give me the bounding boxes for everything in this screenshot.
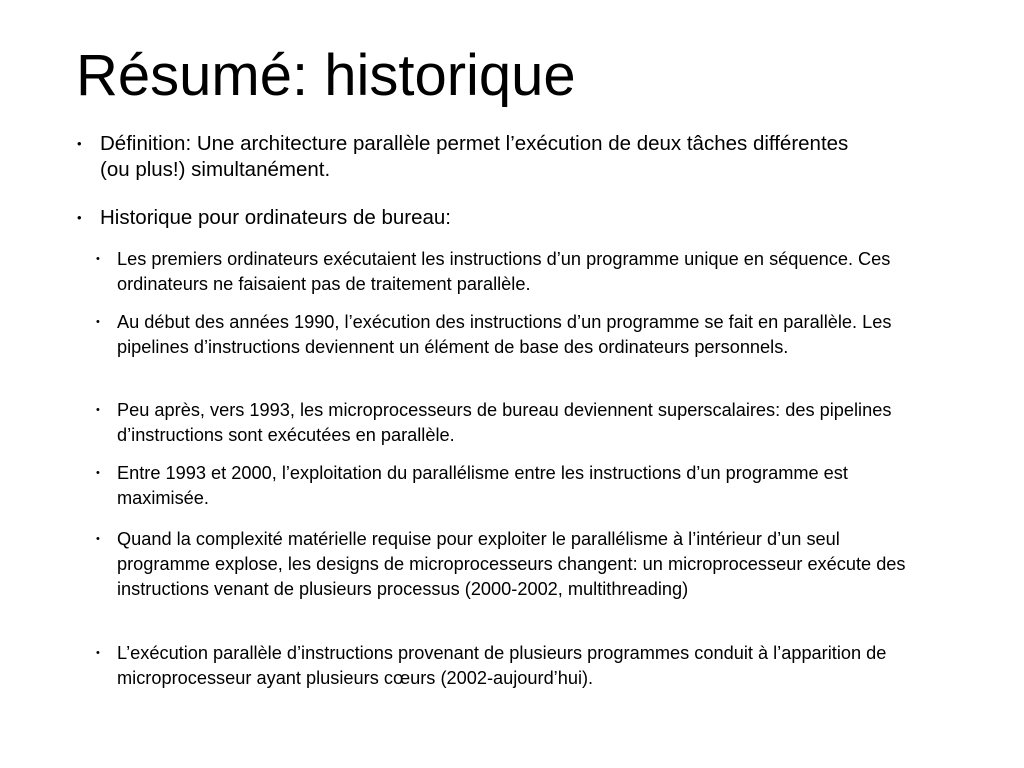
sub-bullet-text: Quand la complexité matérielle requise pour exploiter le parallélisme à l’intérieur d’un seul programme explose, les designs de microprocesseurs changent: un microprocesseur exécute des instructions venant de plusieurs processus (2000-2002, multithreading) (117, 529, 906, 599)
sub-bullet-5 (96, 527, 936, 602)
sub-bullet-6 (96, 641, 936, 691)
sub-bullet-text: Au début des années 1990, l’exécution des instructions d’un programme se fait en parallèle. Les pipelines d’instructions deviennent un élément de base des ordinateurs personnels. (117, 312, 892, 357)
sub-bullet-dot-icon: • (96, 253, 100, 265)
sub-bullet-3 (96, 398, 936, 448)
sub-bullet-dot-icon: • (96, 533, 100, 545)
bullet-text: Définition: Une architecture parallèle permet l’exécution de deux tâches différentes (ou plus!) simultanément. (100, 132, 849, 181)
bullet-definition (77, 131, 877, 183)
bullet-dot-icon: • (77, 210, 82, 225)
sub-bullet-1 (96, 247, 936, 297)
sub-bullet-text: Peu après, vers 1993, les microprocesseurs de bureau deviennent superscalaires: des pipelines d’instructions sont exécutées en parallèle. (117, 400, 892, 445)
sub-bullet-text: Entre 1993 et 2000, l’exploitation du parallélisme entre les instructions d’un programme est maximisée. (117, 463, 848, 508)
slide-title: Résumé: historique (76, 43, 576, 108)
sub-bullet-text: Les premiers ordinateurs exécutaient les instructions d’un programme unique en séquence. Ces ordinateurs ne faisaient pas de traitement parallèle. (117, 249, 891, 294)
sub-bullet-2 (96, 310, 936, 360)
sub-bullet-dot-icon: • (96, 647, 100, 659)
bullet-dot-icon: • (77, 136, 82, 151)
bullet-text: Historique pour ordinateurs de bureau: (100, 206, 451, 229)
sub-bullet-dot-icon: • (96, 316, 100, 328)
sub-bullet-dot-icon: • (96, 404, 100, 416)
sub-bullet-dot-icon: • (96, 467, 100, 479)
sub-bullet-4 (96, 461, 936, 511)
bullet-historique (77, 205, 877, 231)
sub-bullet-text: L’exécution parallèle d’instructions provenant de plusieurs programmes conduit à l’apparition de microprocesseur ayant plusieurs cœurs (2002-aujourd’hui). (117, 643, 887, 688)
